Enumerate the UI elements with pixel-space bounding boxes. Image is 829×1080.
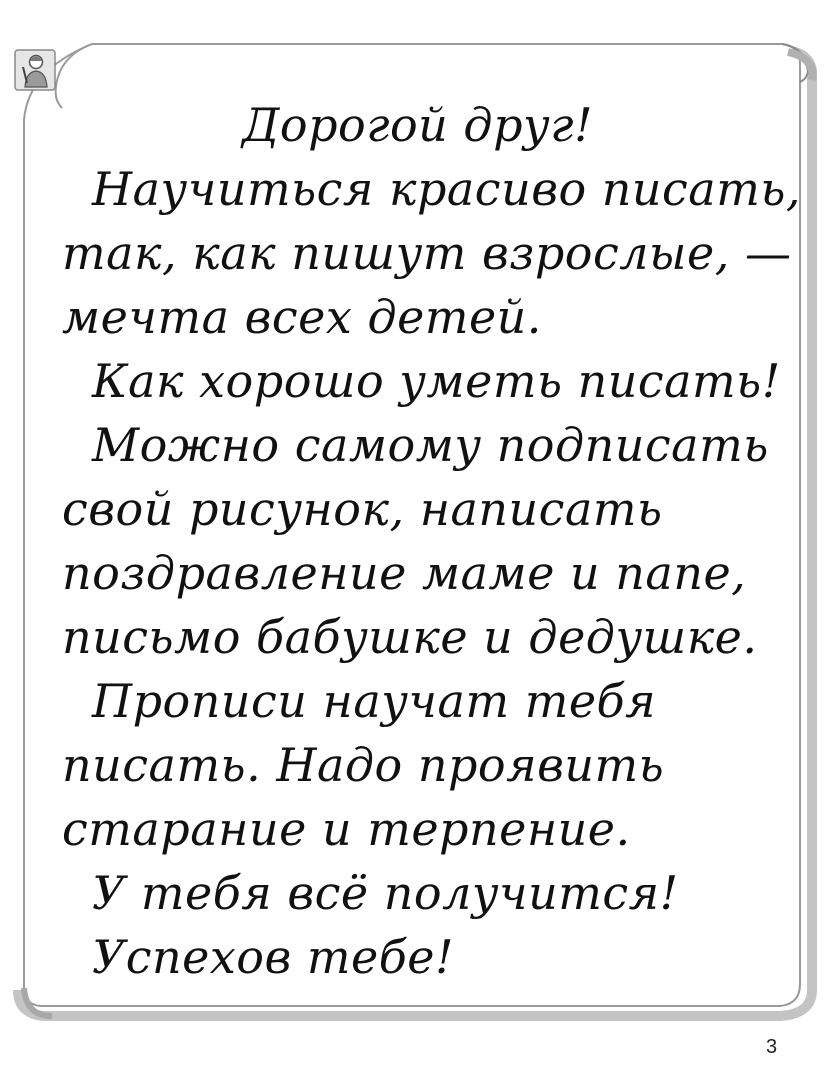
letter-line: Как хорошо уметь писать! — [92, 354, 781, 408]
letter-line: так, как пишут взрослые, — — [62, 226, 792, 280]
letter-line: старание и терпение. — [62, 802, 631, 856]
letter-line: мечта всех детей. — [62, 290, 542, 344]
letter-line: Можно самому подписать — [92, 418, 769, 472]
letter-line: поздравление маме и папе, — [62, 546, 747, 600]
letter-line: свой рисунок, написать — [62, 482, 663, 536]
letter-line: Успехов тебе! — [92, 930, 455, 984]
teacher-icon — [14, 49, 56, 91]
letter-line: Прописи научат тебя — [92, 674, 657, 728]
greeting-line: Дорогой друг! — [242, 98, 593, 152]
letter-line: письмо бабушке и дедушке. — [62, 610, 758, 664]
letter-line: писать. Надо проявить — [62, 738, 665, 792]
letter-line: Научиться красиво писать, — [92, 162, 802, 216]
letter-line: У тебя всё получится! — [92, 866, 679, 920]
page-number: 3 — [766, 1036, 778, 1058]
